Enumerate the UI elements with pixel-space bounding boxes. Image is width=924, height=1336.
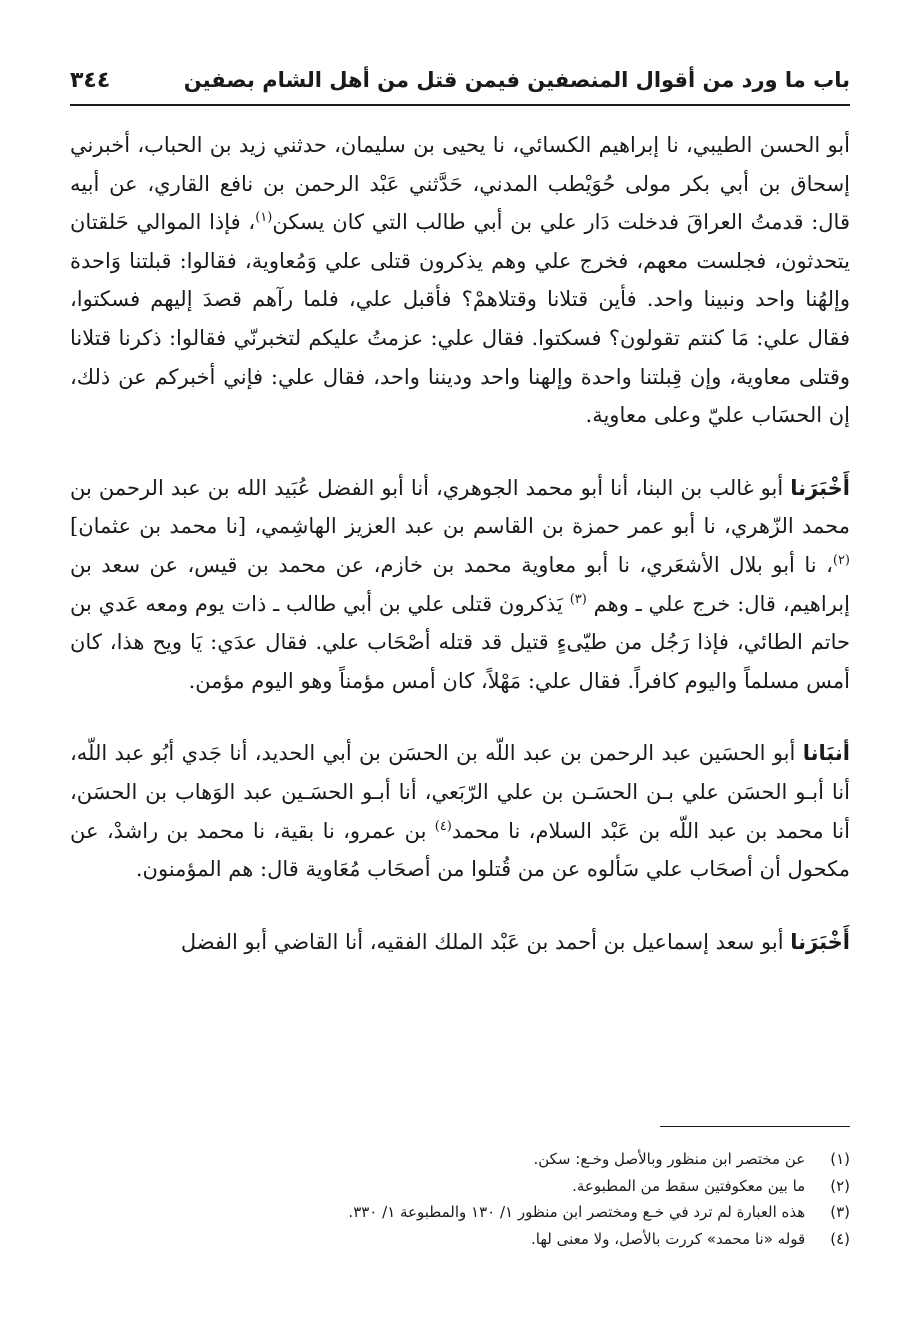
footnote-text: ما بين معكوفتين سقط من المطبوعة. — [572, 1176, 806, 1195]
page-header — [70, 58, 850, 102]
page-number: ٣٤٤ — [70, 67, 111, 93]
footnote-4 — [70, 1226, 850, 1253]
footnote-ref-3: (٣) — [569, 591, 587, 607]
paragraph-text: أبو الحسن الطيبي، نا إبراهيم الكسائي، نا يحيى بن سليمان، حدثني زيد بن الحباب، أخبرني إسحاق بن أبي بكر مولى حُوَيْطب المدني، حَدَّثني عَبْد الرحمن بن نافع القاري، عن أبيه قال: قدمتُ العراقَ فدخلت دَار علي بن أبي طالب التي كان يسكن — [70, 133, 850, 235]
running-title: باب ما ورد من أقوال المنصفين فيمن قتل من أهل الشام بصفين — [183, 68, 850, 92]
paragraph-3 — [70, 734, 850, 888]
footnote-rule — [660, 1126, 850, 1127]
footnote-number: (٣) — [830, 1203, 850, 1221]
paragraph-text-cont-2: يَذكرون قتلى علي بن أبي طالب ـ ذات يوم ومعه عَدي بن حاتم الطائي، فإذا رَجُل من طيّىءٍ قتيل قد قتله أصْحَاب علي. فقال عدَي: يَا ويح هذا، كان أمس مسلماً واليوم كافراً. فقال علي: مَهْلاً، كان أمس مؤمناً وهو اليوم مؤمن. — [70, 591, 850, 693]
footnote-ref-1: (١) — [255, 210, 273, 226]
paragraph-text: أبو غالب بن البنا، أنا أبو محمد الجوهري، أنا أبو الفضل عُبَيد الله بن عبد الرحمن بن محمد الزّهري، نا أبو عمر حمزة بن القاسم بن عبد العزيز الهاشِمي، [نا محمد بن عثمان] — [70, 475, 850, 539]
footnote-number: (٢) — [830, 1176, 850, 1195]
paragraph-2 — [70, 469, 850, 701]
chain-lead-word: أَخْبَرَنا — [790, 929, 850, 954]
paragraph-text-cont: ، نا أبو بلال الأشعَري، نا أبو معاوية محمد بن خازم، عن محمد بن قيس، عن سعد بن إبراهيم، قال: خرج علي ـ وهم — [70, 552, 850, 616]
paragraph-1 — [70, 126, 850, 435]
footnote-text: قوله «نا محمد» كررت بالأصل، ولا معنى لها. — [531, 1229, 806, 1248]
chain-lead-word: أنبَانا — [802, 741, 850, 766]
footnote-text: هذه العبارة لم ترد في خـع ومختصر ابن منظور ١/ ١٣٠ والمطبوعة ١/ ٣٣٠. — [348, 1203, 806, 1221]
chain-lead-word: أَخْبَرَنا — [790, 475, 850, 500]
footnote-number: (٤) — [830, 1229, 850, 1248]
footnote-2 — [70, 1173, 850, 1200]
paragraph-text-cont: بن عمرو، نا بقية، نا محمد بن راشدْ، عن مكحول أن أصحَاب علي سَألوه عن من قُتلوا من أصحَاب مُعَاوية قال: هم المؤمنون. — [70, 818, 850, 882]
footnote-text: عن مختصر ابن منظور وبالأصل وخـع: سكن. — [533, 1150, 806, 1168]
paragraph-4 — [70, 923, 850, 962]
paragraph-text: أبو الحسَين عبد الرحمن بن عبد اللّه بن الحسَن بن أبي الحديد، أنا جَدي أبُو عبد اللّه، أنا أبـو الحسَن علي بـن الحسَـن بن علي الرّبَعي، أنا أبـو الحسَـين عبد الوَهاب بن الحسَن، أنا محمد بن عبد اللّه بن عَبْد السلام، نا محمد — [70, 741, 850, 843]
footnote-ref-4: (٤) — [434, 818, 452, 834]
main-text — [70, 126, 850, 961]
footnote-ref-2: (٢) — [832, 552, 850, 568]
paragraph-text: أبو سعد إسماعيل بن أحمد بن عَبْد الملك الفقيه، أنا القاضي أبو الفضل — [180, 929, 784, 954]
header-rule — [70, 104, 850, 106]
footnotes — [70, 1146, 850, 1252]
footnote-3 — [70, 1199, 850, 1226]
footnote-number: (١) — [830, 1150, 850, 1168]
paragraph-text-cont: ، فإذا الموالي حَلقتان يتحدثون، فجلست معهم، فخرج علي وهم يذكرون قتلى علي وَمُعاوية، فقالوا: قبلتنا وَاحدة وإلهُنا واحد ونبينا واحد. فأين قتلانا وقتلاهمْ؟ فأقبل علي، فلما رآهم قصدَ إليهم فسكتوا، فقال علي: مَا كنتم تقولون؟ فسكتوا. فقال علي: عزمتُ عليكم لتخبرنّي فقالوا: ذكرنا قتلانا وقتلى معاوية، وإن قِبلتنا واحدة وإلهنا واحد وديننا واحد، فقال علي: فإني أخبركم عن ذلك، إن الحسَاب عليّ وعلى معاوية. — [70, 210, 851, 428]
footnote-1 — [70, 1146, 850, 1173]
